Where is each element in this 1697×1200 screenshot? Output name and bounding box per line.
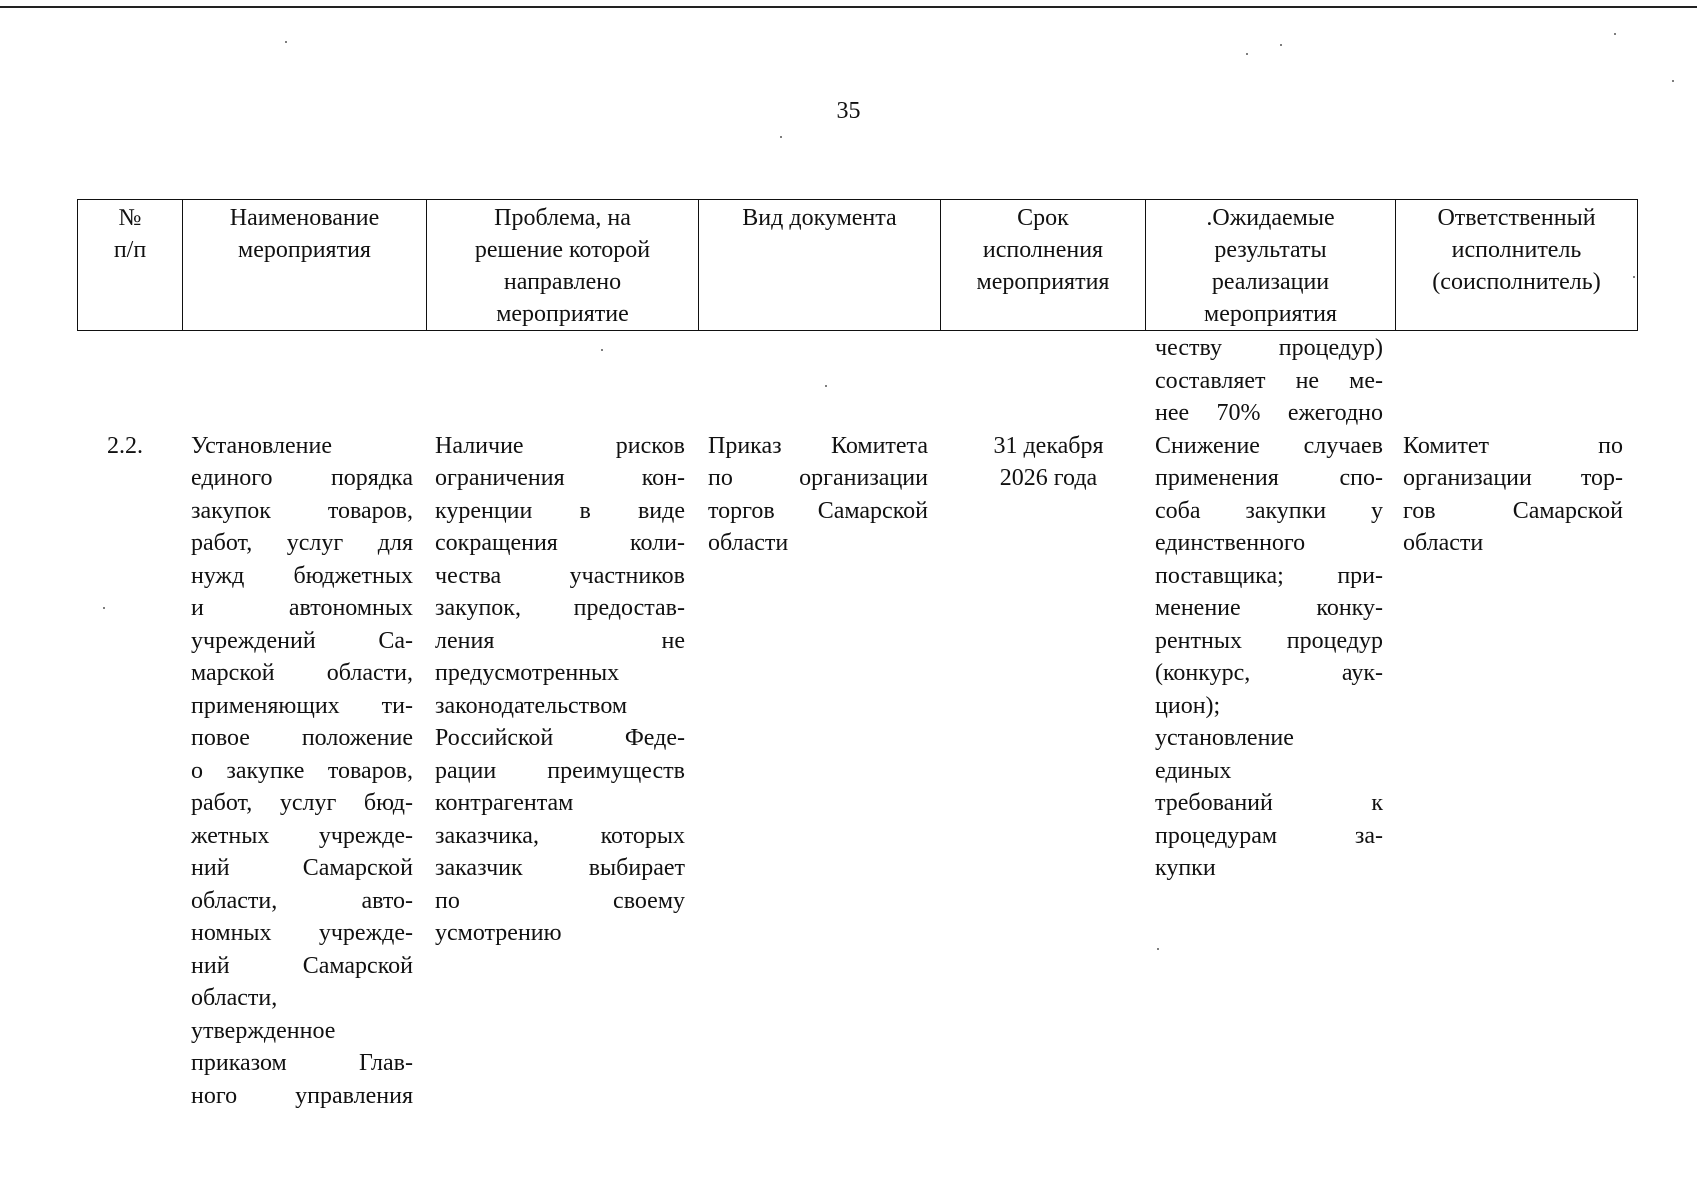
text-line: куренции в виде bbox=[435, 497, 685, 524]
text-line: ного управления bbox=[191, 1082, 413, 1109]
text-line: повое положение bbox=[191, 725, 413, 751]
header-line: № bbox=[118, 205, 142, 231]
cell-executor bbox=[1403, 430, 1623, 560]
text-line: утвержденное bbox=[191, 1017, 336, 1044]
text-line: применения спо- bbox=[1155, 465, 1383, 491]
text-line: требований к bbox=[1155, 790, 1383, 816]
header-document bbox=[699, 200, 941, 331]
text-line: о закупке товаров, bbox=[191, 757, 413, 784]
row-number: 2.2. bbox=[107, 432, 143, 459]
header-line: исполнитель bbox=[1451, 237, 1582, 263]
text-line: контрагентам bbox=[435, 790, 574, 816]
header-line: .Ожидаемые bbox=[1206, 205, 1335, 231]
text-line: Приказ Комитета bbox=[708, 432, 928, 459]
header-line: мероприятие bbox=[496, 301, 629, 327]
text-line: (конкурс, аук- bbox=[1155, 660, 1383, 686]
text-line: единых bbox=[1155, 757, 1232, 784]
text-line: заказчик выбирает bbox=[435, 855, 685, 881]
text-line: гов Самарской bbox=[1403, 497, 1623, 524]
text-line: ления не bbox=[435, 627, 685, 654]
header-line: Срок bbox=[1017, 205, 1069, 231]
text-line: чества участников bbox=[435, 562, 685, 589]
text-line: приказом Глав- bbox=[191, 1050, 413, 1076]
text-line: поставщика; при- bbox=[1155, 562, 1383, 589]
page-number: 35 bbox=[836, 98, 861, 124]
text-line: честву процедур) bbox=[1155, 335, 1383, 361]
text-line: применяющих ти- bbox=[191, 692, 413, 719]
text-line: жетных учрежде- bbox=[191, 822, 413, 849]
table-header bbox=[77, 199, 1638, 331]
text-line: нужд бюджетных bbox=[191, 562, 413, 589]
text-line: и автономных bbox=[191, 595, 413, 621]
text-line: Установление bbox=[191, 432, 333, 459]
header-line: мероприятия bbox=[1204, 301, 1337, 327]
cell-name bbox=[191, 430, 413, 1113]
text-line: нее 70% ежегодно bbox=[1155, 400, 1383, 426]
scan-speck bbox=[1280, 44, 1282, 46]
cell-document bbox=[708, 430, 928, 560]
text-line: учреждений Са- bbox=[191, 627, 413, 654]
text-line: ний Самарской bbox=[191, 855, 413, 881]
text-line: закупок товаров, bbox=[191, 497, 413, 524]
text-line: Снижение случаев bbox=[1155, 432, 1383, 459]
results-continuation bbox=[1155, 332, 1383, 430]
text-line: Наличие рисков bbox=[435, 432, 685, 459]
header-line: Наименование bbox=[229, 205, 380, 231]
scan-speck bbox=[1672, 80, 1674, 82]
text-line: области bbox=[708, 530, 789, 556]
text-line: предусмотренных bbox=[435, 660, 620, 686]
header-results bbox=[1146, 200, 1396, 331]
scan-speck bbox=[103, 607, 105, 609]
text-line: ограничения кон- bbox=[435, 465, 685, 491]
text-line: составляет не ме- bbox=[1155, 367, 1383, 394]
text-line: единого порядка bbox=[191, 465, 413, 491]
header-line: Вид документа bbox=[742, 205, 897, 231]
scan-speck bbox=[780, 136, 782, 138]
text-line: усмотрению bbox=[435, 920, 562, 946]
header-line: направлено bbox=[503, 269, 622, 295]
text-line: рации преимуществ bbox=[435, 757, 685, 784]
scan-speck bbox=[601, 349, 603, 351]
header-row bbox=[78, 200, 1638, 331]
text-line: работ, услуг бюд- bbox=[191, 790, 413, 816]
header-line: исполнения bbox=[982, 237, 1104, 263]
text-line: менение конку- bbox=[1155, 595, 1383, 621]
text-line: закупок, предостав- bbox=[435, 595, 685, 621]
text-line: области, авто- bbox=[191, 887, 413, 914]
scan-speck bbox=[1614, 33, 1616, 35]
header-line: результаты bbox=[1214, 237, 1327, 263]
cell-problem bbox=[435, 430, 685, 950]
scan-speck bbox=[1633, 276, 1635, 278]
header-name bbox=[183, 200, 427, 331]
header-line: Проблема, на bbox=[494, 205, 631, 231]
header-problem bbox=[427, 200, 699, 331]
text-line: соба закупки у bbox=[1155, 497, 1383, 524]
text-line: области bbox=[1403, 530, 1484, 556]
text-line: Российской Феде- bbox=[435, 725, 685, 751]
header-line: мероприятия bbox=[238, 237, 371, 263]
cell-results bbox=[1155, 430, 1383, 885]
header-deadline bbox=[941, 200, 1146, 331]
header-line: Ответственный bbox=[1437, 205, 1596, 231]
text-line: заказчика, которых bbox=[435, 822, 685, 849]
scan-speck bbox=[285, 41, 287, 43]
header-line: реализации bbox=[1211, 269, 1330, 295]
header-executor bbox=[1396, 200, 1638, 331]
text-line: номных учрежде- bbox=[191, 920, 413, 946]
scan-speck bbox=[1157, 948, 1159, 950]
header-line: п/п bbox=[113, 237, 147, 263]
text-line: цион); bbox=[1155, 692, 1221, 719]
header-line: (соисполнитель) bbox=[1432, 269, 1601, 295]
text-line: сокращения коли- bbox=[435, 530, 685, 556]
text-line: по организации bbox=[708, 465, 928, 491]
text-line: рентных процедур bbox=[1155, 627, 1383, 654]
text-line: процедурам за- bbox=[1155, 822, 1383, 849]
cell-deadline bbox=[946, 430, 1151, 495]
scan-speck bbox=[825, 385, 827, 387]
text-line: работ, услуг для bbox=[191, 530, 413, 556]
text-line: установление bbox=[1155, 725, 1294, 751]
header-line: решение которой bbox=[474, 237, 651, 263]
header-line: мероприятия bbox=[976, 269, 1110, 295]
text-line: марской области, bbox=[191, 660, 413, 686]
text-line: ний Самарской bbox=[191, 952, 413, 979]
text-line: единственного bbox=[1155, 530, 1306, 556]
text-line: купки bbox=[1155, 855, 1216, 881]
text-line: области, bbox=[191, 985, 278, 1011]
scan-speck bbox=[1246, 53, 1248, 55]
text-line: организации тор- bbox=[1403, 465, 1623, 491]
text-line: Комитет по bbox=[1403, 432, 1623, 459]
header-number bbox=[78, 200, 183, 331]
text-line: торгов Самарской bbox=[708, 497, 928, 524]
text-line: 2026 года bbox=[999, 465, 1098, 491]
text-line: 31 декабря bbox=[993, 432, 1104, 459]
page-top-edge bbox=[0, 6, 1697, 8]
text-line: законодательством bbox=[435, 692, 628, 719]
text-line: по своему bbox=[435, 887, 685, 914]
